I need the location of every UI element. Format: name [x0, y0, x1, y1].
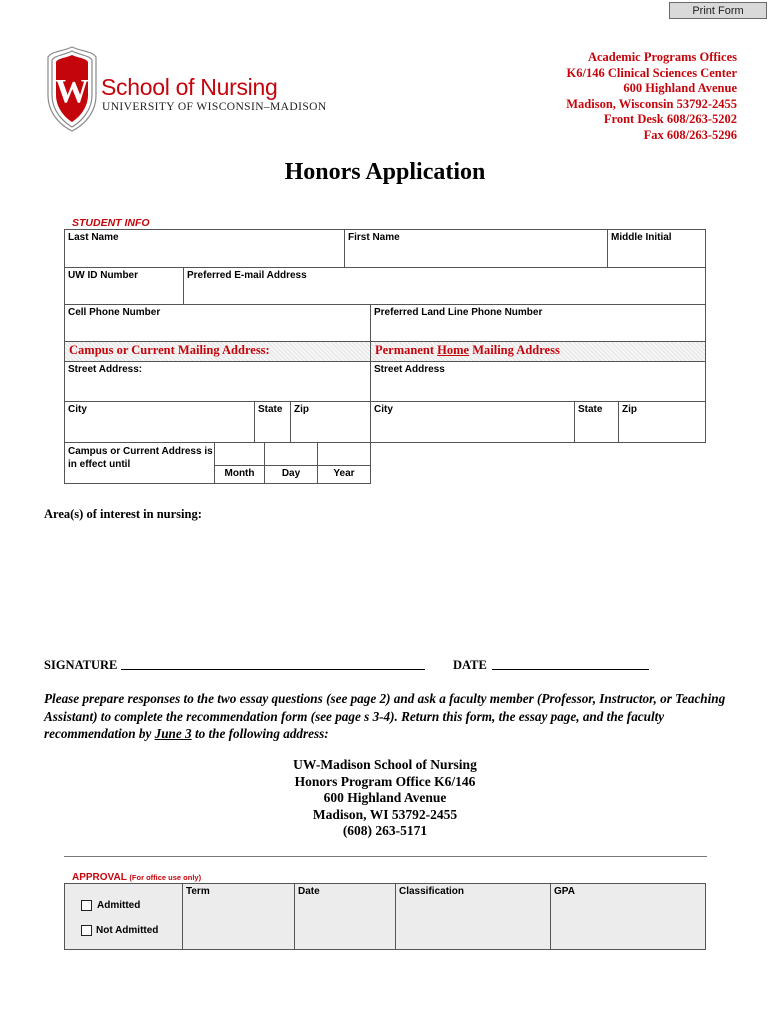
gpa-label: GPA: [554, 886, 575, 897]
approval-title: APPROVAL: [72, 872, 127, 883]
day-input-cell: [264, 442, 318, 466]
divider: [64, 856, 707, 857]
email-input[interactable]: [186, 286, 703, 302]
home-city-label: City: [374, 404, 393, 415]
campus-zip-cell: [290, 401, 371, 443]
last-name-cell: [64, 229, 345, 268]
land-line-label: Preferred Land Line Phone Number: [374, 307, 543, 318]
interest-textarea[interactable]: [44, 526, 738, 650]
print-form-button[interactable]: Print Form: [669, 2, 767, 19]
campus-city-cell: [64, 401, 255, 443]
effective-until-label: [68, 445, 213, 471]
admission-decision-cell: [64, 883, 183, 950]
first-name-input[interactable]: [347, 249, 605, 265]
year-label: Year: [333, 468, 355, 479]
campus-street-cell: [64, 361, 371, 402]
classification-label: Classification: [399, 886, 465, 897]
home-zip-input[interactable]: [621, 424, 703, 440]
campus-street-label: Street Address:: [68, 364, 143, 375]
cell-phone-input[interactable]: [67, 323, 368, 339]
month-input-cell: [214, 442, 265, 466]
month-input[interactable]: [217, 447, 262, 463]
home-address-title-post: Mailing Address: [469, 343, 560, 357]
day-label-cell: [264, 465, 318, 484]
email-cell: [183, 267, 706, 305]
cell-phone-cell: [64, 304, 371, 342]
home-street-cell: [370, 361, 706, 402]
university-name: UNIVERSITY OF WISCONSIN–MADISON: [102, 101, 327, 113]
campus-zip-label: Zip: [294, 404, 309, 415]
gpa-input[interactable]: [553, 931, 703, 947]
office-address: [566, 50, 737, 143]
uw-id-cell: [64, 267, 184, 305]
not-admitted-checkbox[interactable]: [81, 925, 92, 936]
day-label: Day: [281, 468, 301, 479]
middle-initial-label: Middle Initial: [611, 232, 672, 243]
home-zip-label: Zip: [622, 404, 637, 415]
home-state-label: State: [578, 404, 603, 415]
effective-until-cell: [64, 442, 215, 484]
month-label-cell: [214, 465, 265, 484]
home-address-title-home: Home: [437, 343, 470, 357]
mailing-address: [0, 757, 770, 840]
email-label: Preferred E-mail Address: [187, 270, 307, 281]
deadline-date: June 3: [154, 726, 192, 741]
interest-label: Area(s) of interest in nursing:: [44, 507, 202, 521]
crest-letter: W: [55, 73, 89, 110]
office-line: Madison, Wisconsin 53792-2455: [566, 96, 737, 111]
last-name-label: Last Name: [68, 232, 119, 243]
day-input[interactable]: [267, 447, 315, 463]
office-line: Academic Programs Offices: [587, 50, 737, 64]
campus-city-input[interactable]: [67, 424, 252, 440]
page-title: Honors Application: [284, 159, 486, 185]
home-address-header: [370, 341, 706, 362]
instructions-text-end: to the following address:: [191, 726, 329, 741]
land-line-input[interactable]: [373, 323, 703, 339]
approval-note: (For office use only): [129, 873, 202, 882]
effective-label-line1: Campus or Current Address is: [68, 446, 213, 457]
campus-address-title: Campus or Current Mailing Address:: [69, 343, 270, 357]
instructions-paragraph: [44, 690, 734, 743]
land-line-cell: [370, 304, 706, 342]
home-city-cell: [370, 401, 575, 443]
campus-zip-input[interactable]: [293, 424, 368, 440]
office-phone: Front Desk 608/263-5202: [603, 112, 737, 126]
year-input[interactable]: [320, 447, 368, 463]
approval-date-input[interactable]: [297, 931, 393, 947]
home-address-title-pre: Permanent: [375, 343, 438, 357]
term-input[interactable]: [185, 931, 292, 947]
office-line: 600 Highland Avenue: [623, 81, 737, 95]
middle-initial-input[interactable]: [610, 249, 703, 265]
middle-initial-cell: [607, 229, 706, 268]
mailing-phone: (608) 263-5171: [342, 823, 428, 838]
mailing-line: Madison, WI 53792-2455: [312, 806, 458, 822]
last-name-input[interactable]: [67, 249, 342, 265]
mailing-line: UW-Madison School of Nursing: [293, 757, 477, 772]
approval-label: [72, 872, 201, 883]
effective-label-line2: in effect until: [68, 459, 131, 470]
signature-line[interactable]: [121, 669, 425, 670]
office-line: K6/146 Clinical Sciences Center: [566, 65, 737, 80]
campus-state-input[interactable]: [257, 424, 288, 440]
admitted-label: Admitted: [97, 900, 141, 911]
admitted-checkbox[interactable]: [81, 900, 92, 911]
cell-phone-label: Cell Phone Number: [68, 307, 161, 318]
home-state-input[interactable]: [577, 424, 616, 440]
date-label: DATE: [453, 658, 487, 672]
mailing-line: Honors Program Office K6/146: [294, 773, 476, 789]
approval-date-cell: [294, 883, 396, 950]
first-name-label: First Name: [348, 232, 400, 243]
first-name-cell: [344, 229, 608, 268]
term-label: Term: [186, 886, 210, 897]
home-zip-cell: [618, 401, 706, 443]
campus-street-input[interactable]: [67, 383, 368, 399]
home-address-title: [375, 343, 560, 358]
campus-state-cell: [254, 401, 291, 443]
home-state-cell: [574, 401, 619, 443]
instructions-text: Please prepare responses to the two essay questions (see page 2) and ask a faculty member (Professor, Instructor, or Teaching Assistant) to complete the recommendation form (see page s 3-4). Return this form, the essay page, and the faculty recommendation by: [44, 691, 726, 741]
uw-id-label: UW ID Number: [68, 270, 138, 281]
signature-label: SIGNATURE: [44, 658, 118, 672]
gpa-cell: [550, 883, 706, 950]
home-street-label: Street Address: [374, 364, 445, 375]
not-admitted-label: Not Admitted: [96, 925, 159, 936]
classification-input[interactable]: [398, 931, 548, 947]
uw-crest-logo: [44, 45, 100, 138]
student-info-label: STUDENT INFO: [72, 217, 150, 229]
year-label-cell: [317, 465, 371, 484]
classification-cell: [395, 883, 551, 950]
school-name: School of Nursing: [101, 74, 278, 100]
home-city-input[interactable]: [373, 424, 572, 440]
mailing-line: 600 Highland Avenue: [323, 790, 447, 805]
home-street-input[interactable]: [373, 383, 703, 399]
year-input-cell: [317, 442, 371, 466]
campus-state-label: State: [258, 404, 283, 415]
approval-date-label: Date: [298, 886, 320, 897]
campus-address-header: [64, 341, 371, 362]
term-cell: [182, 883, 295, 950]
date-line[interactable]: [492, 669, 649, 670]
office-fax: Fax 608/263-5296: [643, 127, 737, 142]
campus-city-label: City: [68, 404, 87, 415]
month-label: Month: [224, 468, 255, 479]
uw-id-input[interactable]: [67, 286, 181, 302]
